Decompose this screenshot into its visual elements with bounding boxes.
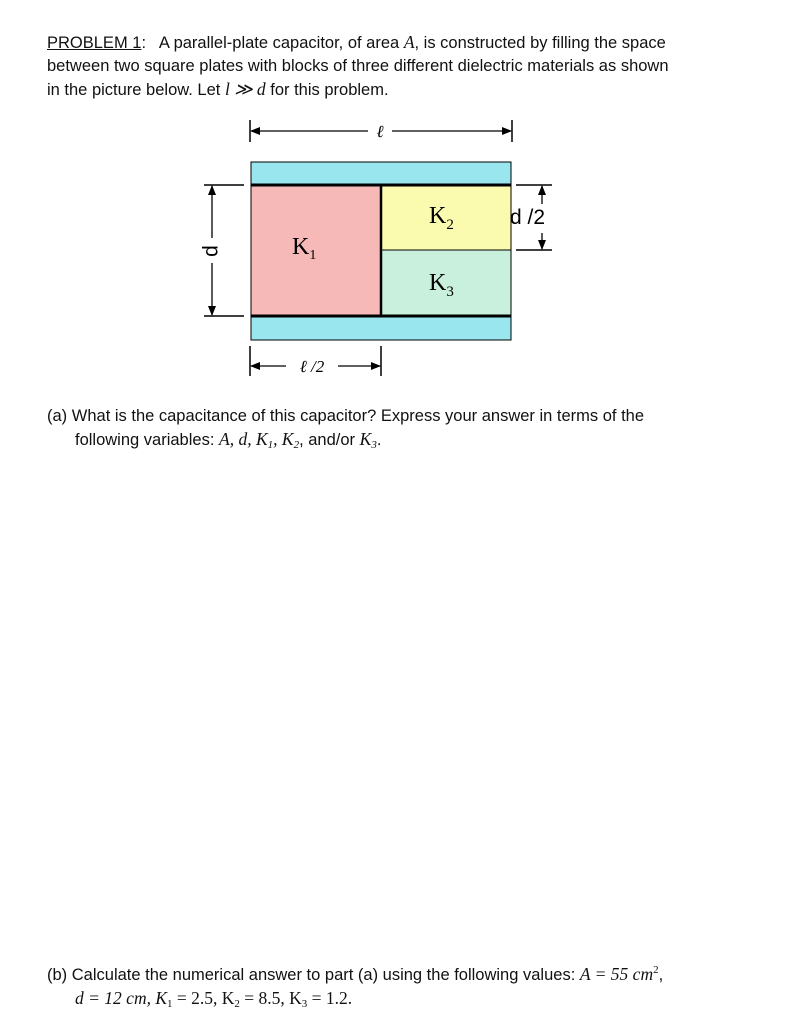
part-a-question: What is the capacitance of this capacitor? Express your answer in terms of the: [71, 407, 645, 425]
area-eq: A = 55 cm: [579, 963, 654, 984]
k2-value-sub: 2: [234, 997, 240, 1010]
intro-text-3: in the picture below. Let: [47, 81, 221, 99]
part-b-label: (b): [47, 965, 68, 984]
k1-subscript: 1: [309, 248, 317, 263]
heading-colon: :: [141, 34, 147, 52]
limit-condition: l ≫ d: [224, 79, 266, 99]
area-exponent: 2: [653, 964, 659, 976]
length-label: ℓ: [376, 122, 384, 141]
thickness-label: d: [200, 245, 223, 257]
k2-letter: K: [429, 203, 447, 229]
intro-line-3: [47, 78, 737, 102]
part-a-variables: [219, 429, 299, 449]
part-b: [47, 959, 737, 1016]
part-a-label: (a): [47, 407, 68, 425]
var-k2: , K: [273, 429, 294, 449]
problem-heading: PROBLEM 1: [47, 34, 142, 52]
k1-value-sub: 1: [167, 997, 173, 1010]
k2-value: = 8.5, K: [239, 987, 302, 1008]
capacitor-diagram: [200, 112, 620, 392]
intro-text-1-tail: , is constructed by filling the space: [414, 34, 666, 52]
k3-letter: K: [429, 270, 447, 296]
part-a-line-1: [47, 405, 737, 428]
intro-text-1: A parallel-plate capacitor, of area: [158, 34, 400, 52]
k2-subscript: 2: [446, 217, 454, 233]
part-a: [47, 405, 737, 457]
k1-letter: K: [292, 234, 310, 260]
intro-line-1: [47, 31, 737, 55]
top-plate: [251, 162, 511, 185]
vars-a-d-k: A, d, K: [219, 429, 268, 449]
part-a-vars-intro: following variables:: [75, 431, 215, 449]
k1-value: = 2.5, K: [172, 987, 235, 1008]
part-b-line-1: [47, 959, 737, 987]
var-k2-sub: 2: [293, 439, 300, 451]
intro-line-2: between two square plates with blocks of three different dielectric materials as shown: [47, 57, 669, 75]
area-value: [580, 964, 659, 984]
part-a-line-2: [47, 428, 737, 457]
var-k3: [360, 429, 377, 449]
bottom-plate: [251, 316, 511, 340]
problem-intro: [47, 31, 737, 102]
and-or: , and/or: [299, 431, 356, 449]
k3-value-sub: 3: [301, 997, 308, 1010]
area-variable: A: [403, 32, 415, 52]
part-b-line-2: [47, 987, 737, 1016]
var-k3-sub: 3: [371, 439, 377, 451]
k3-subscript: 3: [446, 284, 454, 300]
d-value: d = 12 cm, K: [75, 987, 168, 1008]
k3-value: = 1.2.: [307, 987, 353, 1008]
half-length-label: ℓ /2: [299, 357, 325, 376]
intro-text-3-tail: for this problem.: [270, 81, 389, 99]
part-b-comma: ,: [658, 965, 664, 984]
var-k3-letter: K: [359, 429, 372, 449]
half-thickness-label: d /2: [510, 206, 546, 229]
part-b-question: Calculate the numerical answer to part (a) using the following values:: [71, 965, 576, 984]
var-k1-sub: 1: [267, 439, 274, 451]
part-a-period: .: [376, 431, 382, 449]
